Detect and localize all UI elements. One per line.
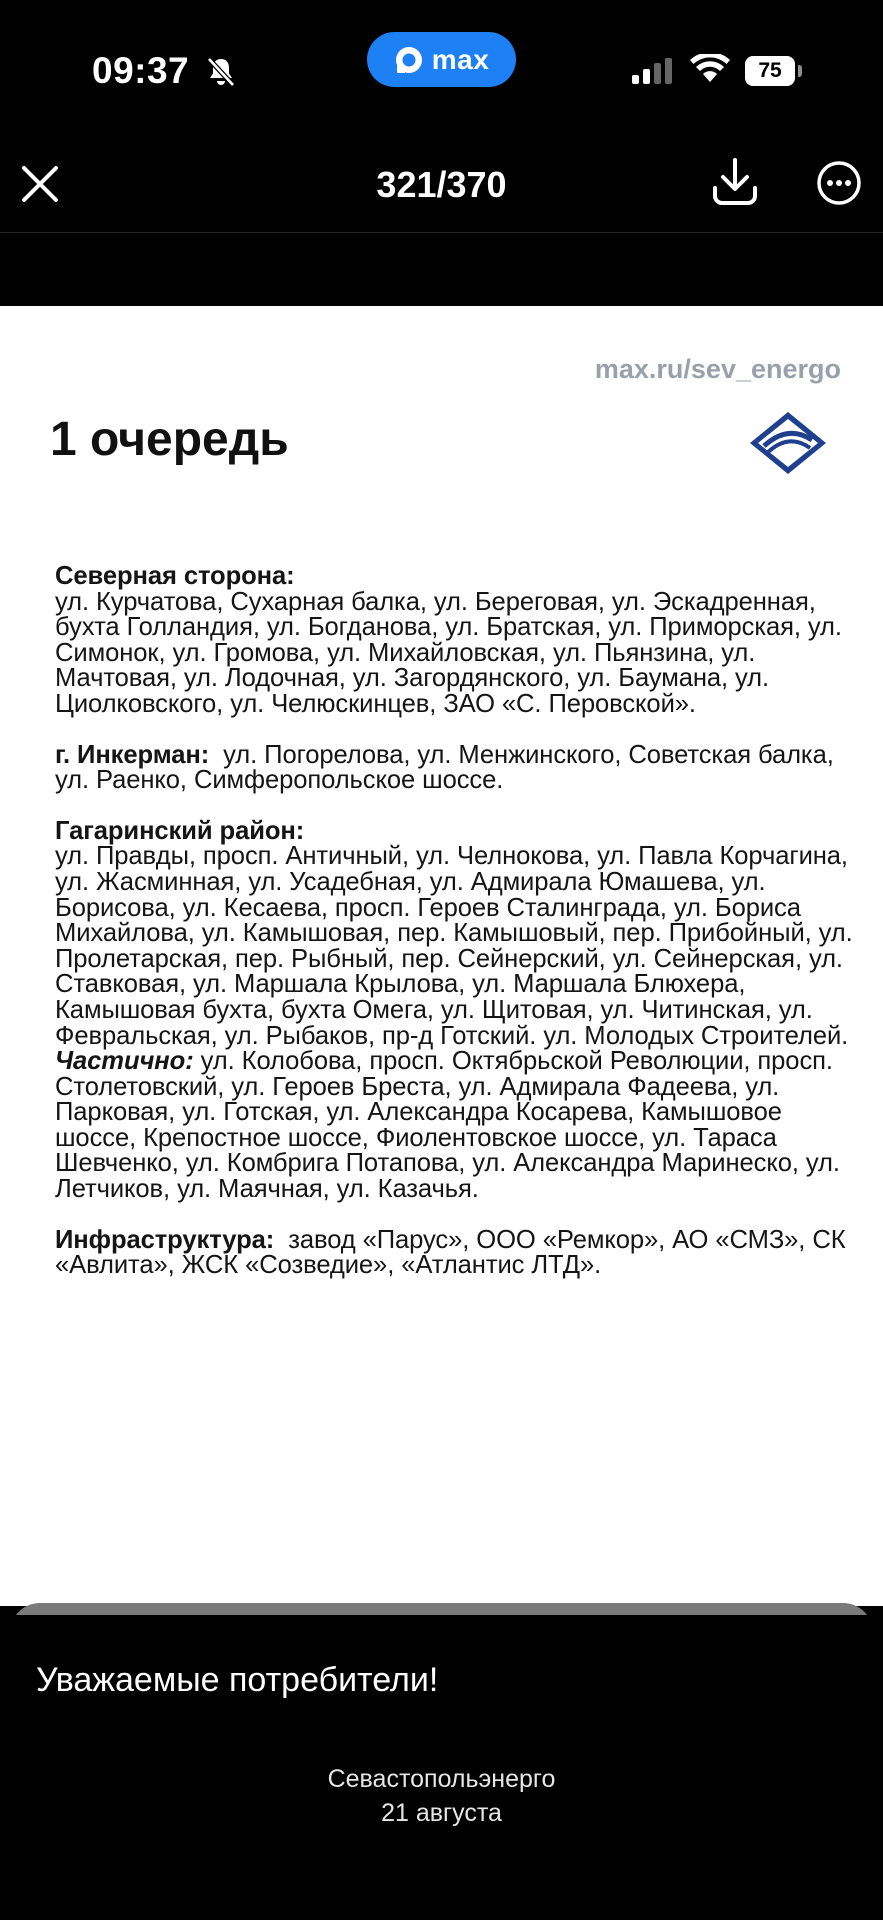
status-bar xyxy=(0,0,883,140)
caption-message: Уважаемые потребители! xyxy=(36,1661,439,1699)
image-heading: 1 очередь xyxy=(50,413,289,466)
partial-label: Частично: xyxy=(55,1047,194,1076)
emblem-logo xyxy=(748,410,828,476)
photo-counter: 321/370 xyxy=(376,164,507,205)
outage-list xyxy=(55,564,855,1279)
section-title: г. Инкерман: xyxy=(55,740,210,769)
max-pill-label: max xyxy=(431,43,490,75)
section-text: завод «Парус», ООО «Ремкор», АО «СМЗ», СК «Авлита», ЖСК «Созведие», «Атлантис ЛТД». xyxy=(55,1225,846,1280)
bell-slash-icon xyxy=(206,56,236,88)
max-app-pill[interactable] xyxy=(367,32,516,87)
section-title: Северная сторона: xyxy=(55,562,295,590)
caption-date: 21 августа xyxy=(381,1799,502,1827)
section-text: ул. Курчатова, Сухарная балка, ул. Береговая, ул. Эскадренная, бухта Голландия, ул. Богданова, ул. Братская, ул. Приморская, ул. Симонок, ул. Громова, ул. Михайловская, ул. Пьянзина, ул. Мачтовая, ул. Лодочная, ул. Загордянского, ул. Баумана, ул. Циолковского, ул. Челюскинцев, ЗАО «С. Перовской». xyxy=(55,587,842,718)
caption-sender: Севастопольэнерго xyxy=(327,1765,556,1793)
section-infrastructure xyxy=(55,1225,855,1280)
section-title: Гагаринский район: xyxy=(55,816,305,845)
viewer-image[interactable] xyxy=(0,306,883,1606)
partial-text: ул. Колобова, просп. Октябрьской Революции, просп. Столетовский, ул. Героев Бреста, ул. Адмирала Фадеева, ул. Парковая, ул. Готская, ул. Александра Косарева, Камышовое шоссе, Крепостное шоссе, Фиолентовское шоссе, ул. Тараса Шевченко, ул. Комбрига Потапова, ул. Александра Маринеско, ул. Летчиков, ул. Маячная, ул. Казачья. xyxy=(55,1047,840,1204)
signal-icon xyxy=(632,58,676,84)
section-north xyxy=(55,564,855,718)
image-watermark: max.ru/sev_energo xyxy=(594,354,841,384)
max-logo-icon xyxy=(394,45,424,75)
section-title: Инфраструктура: xyxy=(55,1225,275,1254)
battery-icon: 75 xyxy=(745,56,795,86)
viewer-toolbar xyxy=(0,140,883,233)
battery-tip xyxy=(798,65,802,77)
download-icon[interactable] xyxy=(710,156,760,208)
more-icon[interactable] xyxy=(816,160,862,206)
section-text: ул. Погорелова, ул. Менжинского, Советская балка, ул. Раенко, Симферопольское шоссе. xyxy=(55,740,834,795)
section-gagarin xyxy=(55,816,855,1204)
caption-panel[interactable] xyxy=(0,1615,883,1920)
section-inkerman xyxy=(55,740,855,795)
status-time: 09:37 xyxy=(92,50,190,91)
wifi-icon xyxy=(690,54,730,84)
section-text: ул. Правды, просп. Античный, ул. Челнокова, ул. Павла Корчагина, ул. Жасминная, ул. Усадебная, ул. Адмирала Юмашева, ул. Борисова, ул. Кесаева, просп. Героев Сталинграда, ул. Бориса Михайлова, ул. Камышовая, пер. Камышовый, пер. Прибойный, ул. Пролетарская, пер. Рыбный, пер. Сейнерский, ул. Сейнерская, ул. Ставковая, ул. Маршала Крылова, ул. Маршала Блюхера, Камышовая бухта, бухта Омега, ул. Щитовая, ул. Читинская, ул. Февральская, ул. Рыбаков, пр-д Готский. ул. Молодых Строителей. xyxy=(55,842,853,1050)
